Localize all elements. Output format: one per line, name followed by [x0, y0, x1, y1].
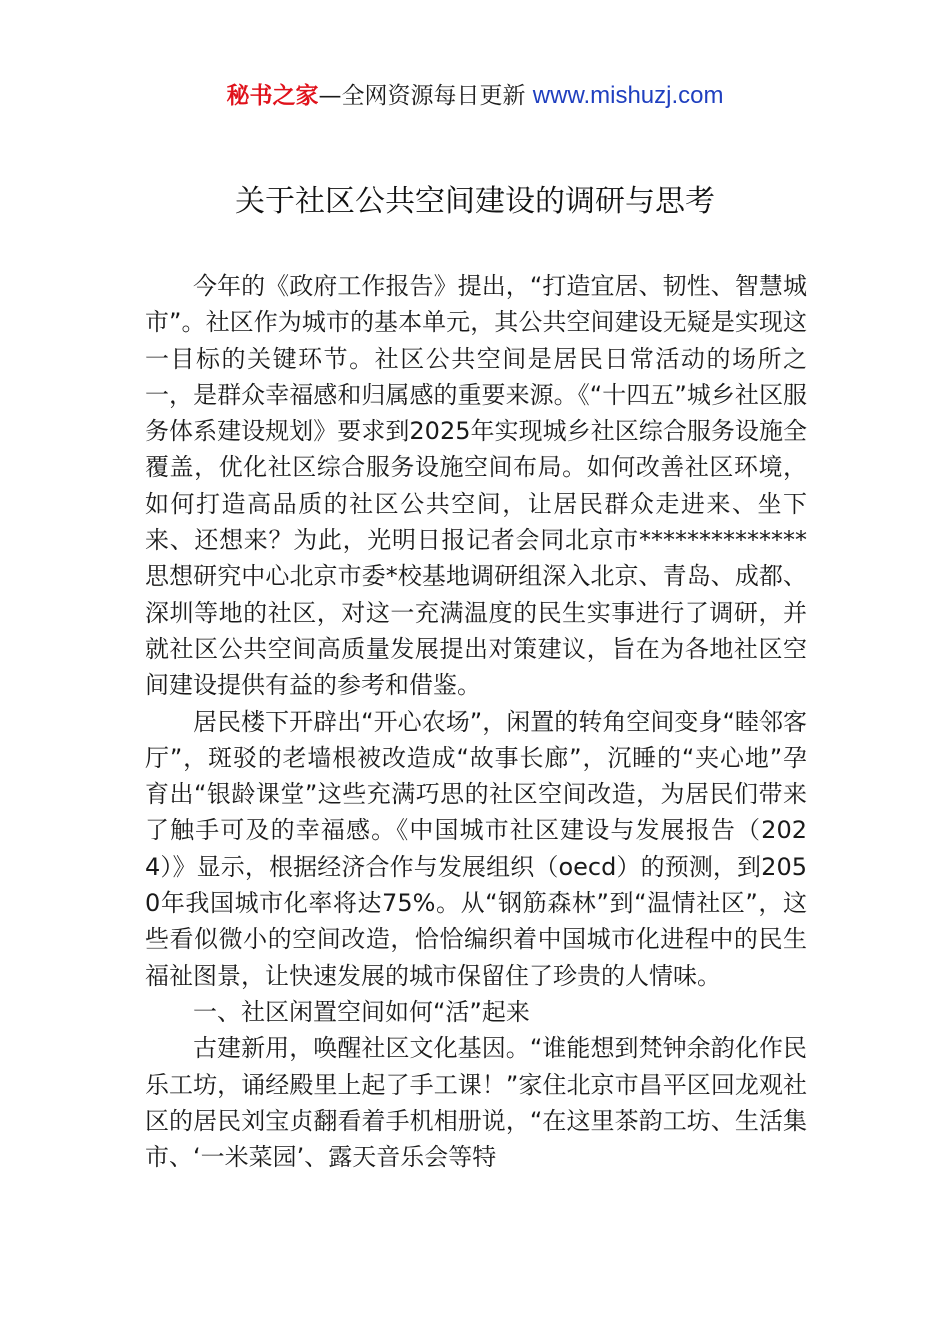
site-brand: 秘书之家: [226, 83, 319, 109]
site-url-link[interactable]: www.mishuzj.com: [532, 82, 724, 109]
site-header: [0, 80, 950, 112]
document-body: [145, 268, 807, 1175]
site-tagline: —全网资源每日更新: [318, 83, 533, 109]
section-heading: 一、社区闲置空间如何“活”起来: [193, 997, 530, 1026]
paragraph-ancient-buildings: 古建新用，唤醒社区文化基因。“谁能想到梵钟余韵化作民乐工坊，诵经殿里上起了手工课！”家住北京市昌平区回龙观社区的居民刘宝贞翻看着手机相册说，“在这里茶韵工坊、生活集市、‘一米菜园’、露天音乐会等特: [145, 1034, 807, 1172]
paragraph-intro: 今年的《政府工作报告》提出，“打造宜居、韧性、智慧城市”。社区作为城市的基本单元，其公共空间建设无疑是实现这一目标的关键环节。社区公共空间是居民日常活动的场所之一，是群众幸福感和归属感的重要来源。《“十四五”城乡社区服务体系建设规划》要求到2025年实现城乡社区综合服务设施全覆盖，优化社区综合服务设施空间布局。如何改善社区环境，如何打造高品质的社区公共空间，让居民群众走进来、坐下来、还想来？为此，光明日报记者会同北京市**************思想研究中心北京市委*校基地调研组深入北京、青岛、成都、深圳等地的社区，对这一充满温度的民生实事进行了调研，并就社区公共空间高质量发展提出对策建议，旨在为各地社区空间建设提供有益的参考和借鉴。: [145, 272, 807, 700]
document-title: 关于社区公共空间建设的调研与思考: [235, 184, 715, 219]
paragraph-community-changes: 居民楼下开辟出“开心农场”，闲置的转角空间变身“睦邻客厅”，斑驳的老墙根被改造成“故事长廊”，沉睡的“夹心地”孕育出“银龄课堂”这些充满巧思的社区空间改造，为居民们带来了触手可及的幸福感。《中国城市社区建设与发展报告（2024）》显示，根据经济合作与发展组织（oecd）的预测，到2050年我国城市化率将达75%。从“钢筋森林”到“温情社区”，这些看似微小的空间改造，恰恰编织着中国城市化进程中的民生福祉图景，让快速发展的城市保留住了珍贵的人情味。: [145, 707, 807, 990]
